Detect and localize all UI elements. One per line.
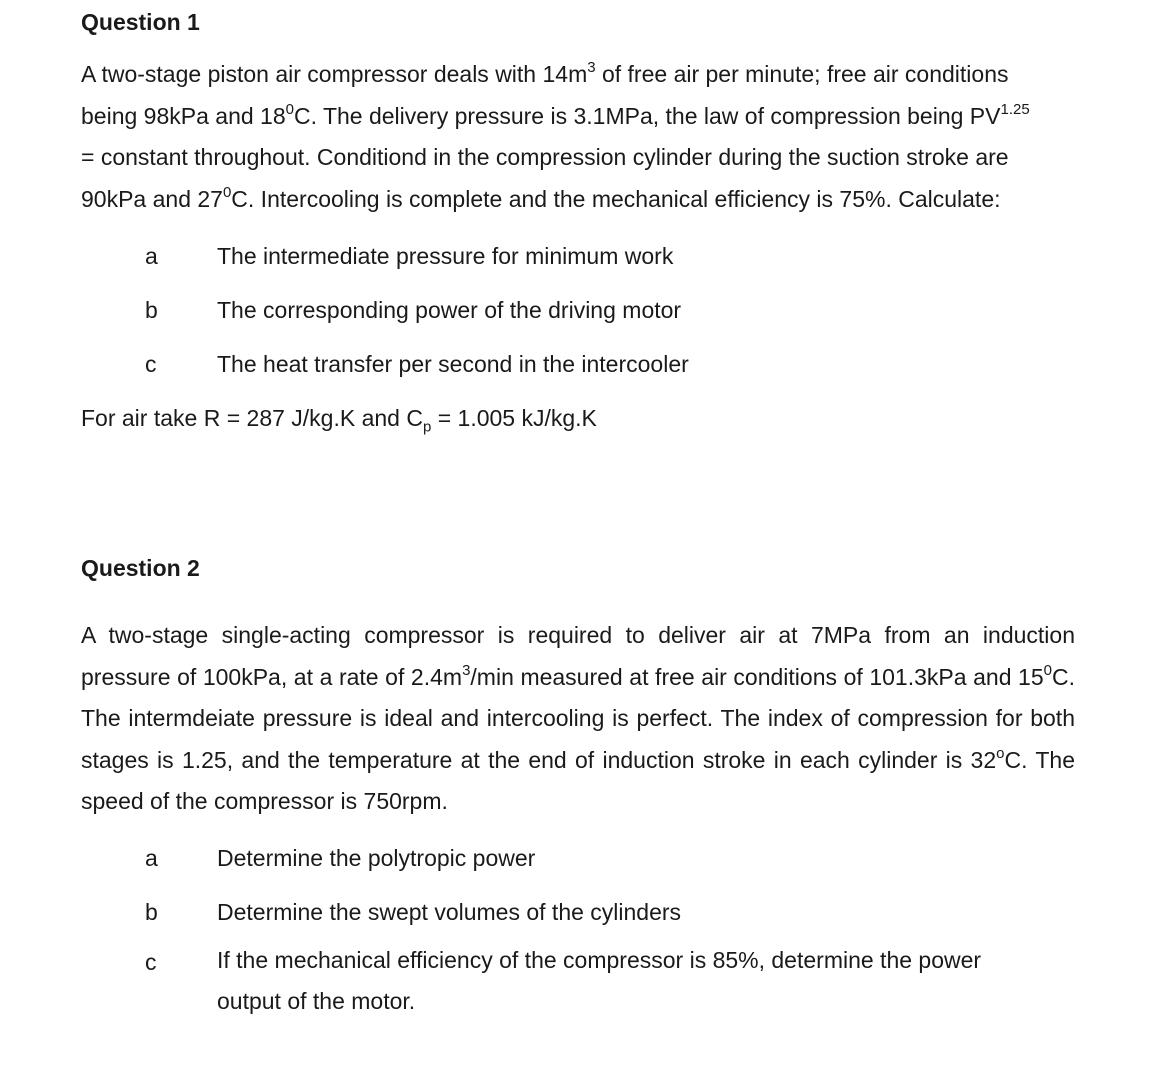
question-1-note: For air take R = 287 J/kg.K and $C_p = 1.005$ kJ/kg.K [81, 405, 597, 436]
item-letter: c [145, 949, 157, 975]
item-text: If the mechanical efficiency of the compressor is 85%, determine the power output of the motor. [217, 947, 982, 1014]
item-letter: b [145, 899, 158, 925]
paragraph-line: being 98kPa and $18^0C$. The delivery pressure is 3.1MPa, the law of compression being $PV^{1.25}$ [81, 100, 1030, 129]
item-letter: c [145, 351, 157, 377]
paragraph-line: A two-stage piston air compressor deals with $14m^3$ of free air per minute; free air conditions [81, 59, 1009, 87]
item-text: Determine the swept volumes of the cylinders [217, 899, 682, 925]
item-text: The heat transfer per second in the intercooler [217, 351, 689, 377]
question-1-title: Question 1 [81, 9, 200, 35]
item-letter: b [145, 297, 158, 323]
paragraph-line: 90kPa and $27^0C$. Intercooling is complete and the mechanical efficiency is 75%. Calculate: [81, 184, 1001, 212]
question-2-paragraph: A two-stage single-acting compressor is required to deliver air at 7MPa from an induction pressure of 100kPa, at a rate of $2.4m^3/\min$ measured at free air conditions of 101.3kPa and $15^0C$. The intermdeiate pressure is ideal and intercooling is perfect. The index of compression for both stages is 1.25, and the temperature at the end of induction stroke in each cylinder is 32$^o$C. The speed of the compressor is 750rpm. [81, 622, 1076, 815]
item-text: The corresponding power of the driving motor [217, 297, 682, 323]
item-text: Determine the polytropic power [217, 845, 536, 871]
item-text: The intermediate pressure for minimum work [217, 243, 674, 269]
paragraph-line: = constant throughout. Conditiond in the compression cylinder during the suction stroke are [81, 144, 1009, 171]
item-letter: a [145, 845, 158, 871]
item-letter: a [145, 243, 158, 269]
question-1-paragraph [81, 54, 1081, 220]
question-2-title: Question 2 [81, 555, 200, 581]
